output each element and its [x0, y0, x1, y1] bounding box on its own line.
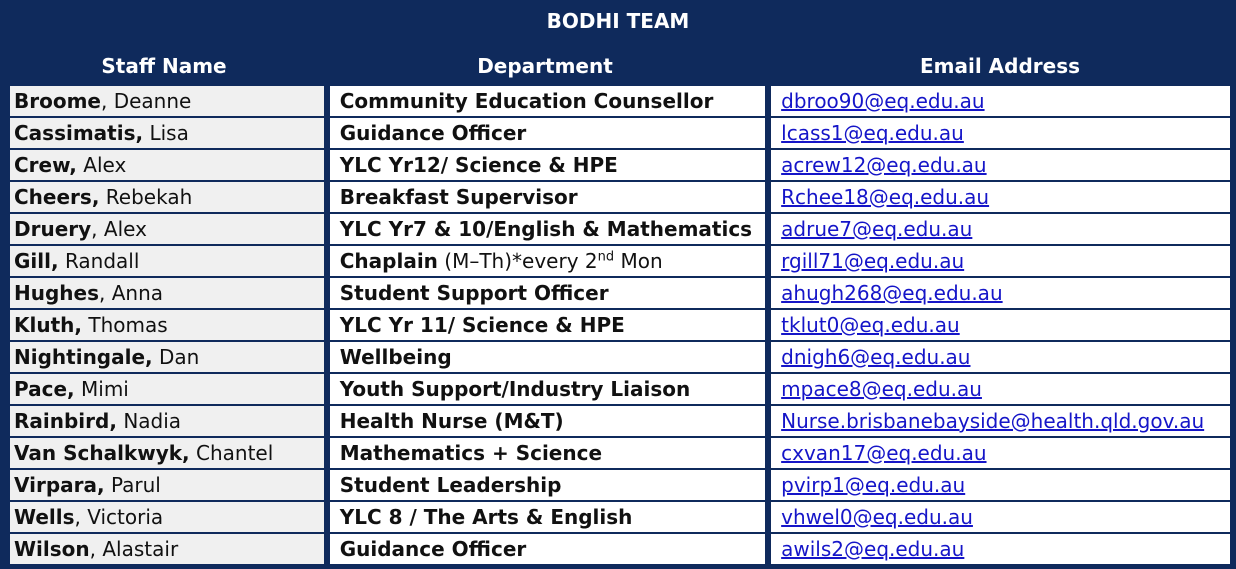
department-cell: [330, 118, 765, 148]
department-cell: [330, 310, 765, 340]
table-row: [10, 406, 1230, 436]
email-cell: [771, 150, 1230, 180]
staff-surname: Broome: [14, 89, 101, 113]
table-row: [10, 374, 1230, 404]
department-cell: [330, 342, 765, 372]
table-row: [10, 310, 1230, 340]
email-link[interactable]: adrue7@eq.edu.au: [781, 217, 973, 241]
table-row: [10, 470, 1230, 500]
staff-name-cell: [10, 214, 324, 244]
staff-first-name: Thomas: [88, 313, 168, 337]
department-schedule: (M–Th)*every 2: [437, 249, 598, 273]
staff-surname: Druery: [14, 217, 92, 241]
department-cell: [330, 470, 765, 500]
staff-first-name: Parul: [110, 473, 161, 497]
staff-name-cell: [10, 150, 324, 180]
header-email-address: Email Address: [919, 54, 1081, 78]
staff-first-name: Alex: [103, 217, 147, 241]
staff-name-cell: [10, 86, 324, 116]
department-cell: [330, 246, 765, 276]
table-row: [10, 182, 1230, 212]
staff-surname: Kluth,: [14, 313, 82, 337]
department-cell: [330, 406, 765, 436]
email-link[interactable]: rgill71@eq.edu.au: [781, 249, 965, 273]
name-separator: ,: [99, 281, 112, 305]
department-cell: [330, 150, 765, 180]
department-name: Breakfast Supervisor: [339, 185, 578, 209]
table-row: [10, 246, 1230, 276]
department-cell: [330, 214, 765, 244]
staff-surname: Hughes: [14, 281, 99, 305]
email-cell: [771, 470, 1230, 500]
staff-first-name: Chantel: [196, 441, 274, 465]
table-row: [10, 150, 1230, 180]
email-cell: [771, 534, 1230, 564]
staff-first-name: Nadia: [123, 409, 182, 433]
staff-surname: Virpara,: [14, 473, 105, 497]
email-cell: [771, 406, 1230, 436]
staff-first-name: Victoria: [87, 505, 164, 529]
staff-name-cell: [10, 534, 324, 564]
email-link[interactable]: ahugh268@eq.edu.au: [781, 281, 1003, 305]
email-cell: [771, 278, 1230, 308]
staff-first-name: Rebekah: [105, 185, 193, 209]
staff-name-cell: [10, 342, 324, 372]
department-name: Wellbeing: [339, 345, 452, 369]
staff-name-cell: [10, 278, 324, 308]
staff-name-cell: [10, 310, 324, 340]
table-row: [10, 118, 1230, 148]
email-link[interactable]: awils2@eq.edu.au: [781, 537, 965, 561]
staff-name-cell: [10, 182, 324, 212]
staff-surname: Crew,: [14, 153, 77, 177]
staff-name-cell: [10, 246, 324, 276]
department-name: Mathematics + Science: [339, 441, 603, 465]
staff-name-cell: [10, 438, 324, 468]
staff-surname: Pace,: [14, 377, 75, 401]
name-separator: ,: [101, 89, 114, 113]
email-link[interactable]: mpace8@eq.edu.au: [781, 377, 982, 401]
email-link[interactable]: acrew12@eq.edu.au: [781, 153, 987, 177]
email-cell: [771, 438, 1230, 468]
department-cell: [330, 502, 765, 532]
department-name: YLC Yr 11/ Science & HPE: [339, 313, 625, 337]
table-title: BODHI TEAM: [546, 9, 690, 33]
staff-first-name: Lisa: [149, 121, 189, 145]
staff-surname: Wells: [14, 505, 75, 529]
department-name: Student Support Officer: [339, 281, 609, 305]
staff-surname: Rainbird,: [14, 409, 117, 433]
staff-first-name: Mimi: [81, 377, 129, 401]
department-cell: [330, 534, 765, 564]
email-cell: [771, 342, 1230, 372]
department-cell: [330, 278, 765, 308]
staff-surname: Van Schalkwyk,: [14, 441, 190, 465]
department-name: Guidance Officer: [339, 121, 527, 145]
email-link[interactable]: cxvan17@eq.edu.au: [781, 441, 987, 465]
email-link[interactable]: tklut0@eq.edu.au: [781, 313, 960, 337]
department-name: YLC Yr7 & 10/English & Mathematics: [339, 217, 753, 241]
department-name: Guidance Officer: [339, 537, 527, 561]
staff-name-cell: [10, 406, 324, 436]
header-department: Department: [477, 54, 613, 78]
name-separator: ,: [91, 217, 104, 241]
email-link[interactable]: lcass1@eq.edu.au: [781, 121, 964, 145]
staff-first-name: Deanne: [113, 89, 192, 113]
department-name: Student Leadership: [339, 473, 562, 497]
department-name: YLC 8 / The Arts & English: [339, 505, 633, 529]
table-row: [10, 502, 1230, 532]
name-separator: ,: [74, 505, 88, 529]
department-cell: [330, 182, 765, 212]
department-cell: [330, 86, 765, 116]
email-link[interactable]: dbroo90@eq.edu.au: [781, 89, 985, 113]
header-staff-name: Staff Name: [101, 54, 227, 78]
staff-surname: Wilson: [14, 537, 90, 561]
staff-first-name: Anna: [111, 281, 164, 305]
email-link[interactable]: vhwel0@eq.edu.au: [781, 505, 973, 529]
department-name: Community Education Counsellor: [339, 89, 714, 113]
staff-surname: Cassimatis,: [14, 121, 144, 145]
table-row: [10, 86, 1230, 116]
department-schedule-ordinal: nd: [597, 249, 615, 265]
staff-surname: Cheers,: [14, 185, 100, 209]
staff-name-cell: [10, 118, 324, 148]
table-row: [10, 534, 1230, 564]
department-cell: [330, 374, 765, 404]
email-link[interactable]: dnigh6@eq.edu.au: [781, 345, 971, 369]
staff-first-name: Dan: [159, 345, 200, 369]
staff-surname: Nightingale,: [14, 345, 153, 369]
email-cell: [771, 86, 1230, 116]
department-name: YLC Yr12/ Science & HPE: [339, 153, 618, 177]
email-cell: [771, 374, 1230, 404]
staff-name-cell: [10, 374, 324, 404]
table-row: [10, 278, 1230, 308]
department-name: Health Nurse (M&T): [339, 409, 564, 433]
email-cell: [771, 502, 1230, 532]
table-row: [10, 342, 1230, 372]
email-cell: [771, 118, 1230, 148]
staff-table: [4, 84, 1236, 566]
department-name: Youth Support/Industry Liaison: [339, 377, 691, 401]
staff-name-cell: [10, 502, 324, 532]
email-cell: [771, 246, 1230, 276]
table-row: [10, 438, 1230, 468]
email-link[interactable]: pvirp1@eq.edu.au: [781, 473, 966, 497]
table-row: [10, 214, 1230, 244]
department-schedule-day: Mon: [614, 249, 663, 273]
email-link[interactable]: Rchee18@eq.edu.au: [781, 185, 990, 209]
email-cell: [771, 310, 1230, 340]
staff-first-name: Alastair: [102, 537, 179, 561]
staff-name-cell: [10, 470, 324, 500]
department-name: Chaplain: [339, 249, 438, 273]
staff-first-name: Alex: [83, 153, 127, 177]
staff-surname: Gill,: [14, 249, 59, 273]
name-separator: ,: [89, 537, 103, 561]
email-cell: [771, 182, 1230, 212]
department-cell: [330, 438, 765, 468]
staff-first-name: Randall: [64, 249, 140, 273]
email-link[interactable]: Nurse.brisbanebayside@health.qld.gov.au: [781, 409, 1205, 433]
email-cell: [771, 214, 1230, 244]
